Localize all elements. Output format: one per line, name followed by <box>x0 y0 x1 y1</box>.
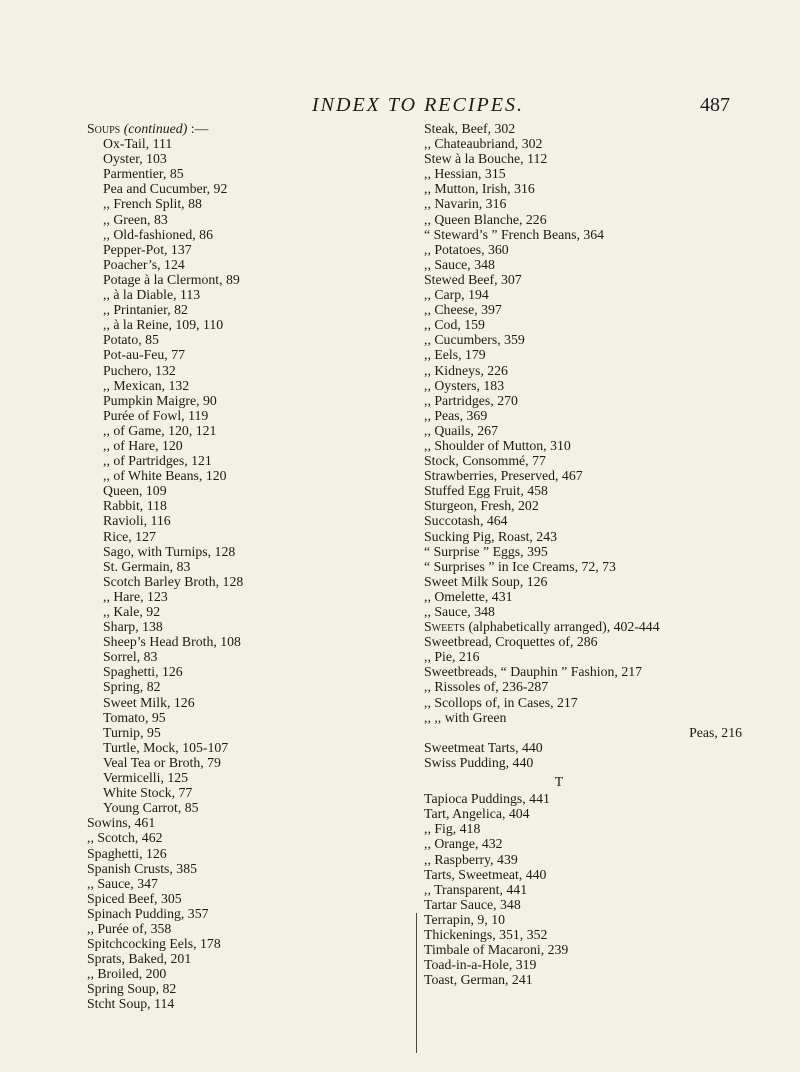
index-entry: Sheep’s Head Broth, 108 <box>103 634 241 650</box>
index-entry: Thickenings, 351, 352 <box>424 926 548 942</box>
soups-subentries <box>87 136 417 815</box>
index-entry: ,, French Split, 88 <box>103 196 202 212</box>
index-entry: ,, Purée of, 358 <box>87 920 172 936</box>
section-letter-t: T <box>554 774 564 790</box>
index-entry: Toad-in-a-Hole, 319 <box>424 957 537 973</box>
index-entry: ,, of Game, 120, 121 <box>103 422 217 438</box>
index-entry: ,, Old-fashioned, 86 <box>103 226 213 242</box>
index-entry: ,, Kale, 92 <box>103 604 161 619</box>
index-entry: ,, Raspberry, 439 <box>424 851 518 867</box>
index-entry: Sprats, Baked, 201 <box>87 951 192 967</box>
index-entry: Potage à la Clermont, 89 <box>103 271 240 287</box>
index-entry: Spitchcocking Eels, 178 <box>87 936 221 952</box>
index-entry: ,, Mexican, 132 <box>103 377 190 393</box>
index-entry: Spring Soup, 82 <box>87 981 177 997</box>
index-entry: St. Germain, 83 <box>103 558 191 574</box>
index-entry: ,, Partridges, 270 <box>424 392 518 408</box>
index-entry: White Stock, 77 <box>103 785 193 801</box>
index-entry: Puchero, 132 <box>103 362 176 378</box>
index-entry: ,, Pie, 216 <box>424 649 480 665</box>
index-entry: ,, Chateaubriand, 302 <box>424 136 543 152</box>
index-entry: Spinach Pudding, 357 <box>87 905 209 921</box>
index-entry: Spiced Beef, 305 <box>87 890 182 906</box>
soups-label: Soups <box>87 121 121 136</box>
index-entry: “ Surprise ” Eggs, 395 <box>424 543 548 559</box>
index-entry: ,, Cod, 159 <box>424 317 485 333</box>
index-entry: Steak, Beef, 302 <box>424 121 516 136</box>
index-entry: Sweetmeat Tarts, 440 <box>424 739 543 755</box>
index-entry: ,, Potatoes, 360 <box>424 241 509 257</box>
soups-heading <box>87 121 417 136</box>
index-entry: ,, of White Beans, 120 <box>103 468 227 484</box>
right-entries-c <box>424 740 754 770</box>
sweetbreads-continuation: Peas, 216 <box>689 724 742 740</box>
sweets-text: (alphabetically arranged), 402-444 <box>465 619 660 635</box>
index-entry: “ Steward’s ” French Beans, 364 <box>424 226 605 242</box>
index-entry: ,, Hessian, 315 <box>424 166 506 182</box>
index-entry: Poacher’s, 124 <box>103 256 185 272</box>
index-entry: ,, Oysters, 183 <box>424 377 505 393</box>
index-entry: ,, Scollops of, in Cases, 217 <box>424 694 578 710</box>
index-entry: Sweet Milk Soup, 126 <box>424 573 548 589</box>
right-entries-b <box>424 634 754 725</box>
index-entry: ,, Carp, 194 <box>424 287 489 303</box>
index-entry: Spaghetti, 126 <box>87 845 167 861</box>
index-entry: ,, Kidneys, 226 <box>424 362 508 378</box>
index-entry: ,, Green, 83 <box>103 211 168 227</box>
index-entry: ,, Quails, 267 <box>424 422 498 438</box>
index-entry: ,, Omelette, 431 <box>424 588 513 604</box>
index-entry: ,, Peas, 369 <box>424 407 488 423</box>
index-entry: ,, of Partridges, 121 <box>103 453 212 469</box>
left-column <box>87 121 417 1012</box>
index-entry: Veal Tea or Broth, 79 <box>103 754 221 770</box>
column-rule <box>416 913 417 1053</box>
page-number: 487 <box>700 94 730 116</box>
index-entry: Potato, 85 <box>103 332 159 348</box>
index-entry: ,, Orange, 432 <box>424 836 503 852</box>
index-entry: ,, à la Reine, 109, 110 <box>103 317 224 333</box>
index-entry: ,, Fig, 418 <box>424 821 481 837</box>
index-entry: Spring, 82 <box>103 679 161 695</box>
index-entry: Oyster, 103 <box>103 151 167 167</box>
index-entry: Vermicelli, 125 <box>103 770 189 786</box>
index-entry: Tart, Angelica, 404 <box>424 806 530 822</box>
index-entry: Toast, German, 241 <box>424 972 533 988</box>
index-entry: Rabbit, 118 <box>103 498 167 514</box>
continued-label: (continued) <box>123 121 188 136</box>
index-entry: Swiss Pudding, 440 <box>424 754 534 770</box>
index-entry: Turtle, Mock, 105-107 <box>103 739 229 755</box>
index-entry: ,, Navarin, 316 <box>424 196 507 212</box>
index-entry: Ravioli, 116 <box>103 513 171 529</box>
index-entry: Stew à la Bouche, 112 <box>424 151 548 167</box>
index-entry: Pot-au-Feu, 77 <box>103 347 186 363</box>
index-entry: ,, Eels, 179 <box>424 347 486 363</box>
index-entry: ,, Sauce, 348 <box>424 604 495 619</box>
index-entry: Pea and Cucumber, 92 <box>103 181 228 197</box>
index-entry: Parmentier, 85 <box>103 166 184 182</box>
index-entry: Turnip, 95 <box>103 724 161 740</box>
index-entry: Ox-Tail, 111 <box>103 136 173 152</box>
index-entry: ,, Sauce, 347 <box>87 875 158 891</box>
index-entry: ,, Queen Blanche, 226 <box>424 211 547 227</box>
index-entry: Sago, with Turnips, 128 <box>103 543 236 559</box>
index-entry: ,, Hare, 123 <box>103 588 168 604</box>
index-entry: Stcht Soup, 114 <box>87 996 175 1012</box>
index-entry: Purée of Fowl, 119 <box>103 407 209 423</box>
index-entry: Terrapin, 9, 10 <box>424 911 506 927</box>
index-entry: Rice, 127 <box>103 528 156 544</box>
right-entries-d <box>424 791 754 987</box>
right-entries-a <box>424 121 754 619</box>
index-entry: Scotch Barley Broth, 128 <box>103 573 244 589</box>
index-entry: ,, Shoulder of Mutton, 310 <box>424 437 571 453</box>
index-entry: Queen, 109 <box>103 483 167 499</box>
sweets-label: Sweets <box>424 619 465 635</box>
index-entry: Strawberries, Preserved, 467 <box>424 468 583 484</box>
index-entry: ,, Sauce, 348 <box>424 256 495 272</box>
index-entry: Sweet Milk, 126 <box>103 694 195 710</box>
index-entry: ,, Cheese, 397 <box>424 302 502 318</box>
index-entry: Pepper-Pot, 137 <box>103 241 192 257</box>
index-entry: Sweetbread, Croquettes of, 286 <box>424 634 598 650</box>
index-entry: ,, Transparent, 441 <box>424 881 528 897</box>
index-entry: Young Carrot, 85 <box>103 800 199 816</box>
index-entry: ,, Scotch, 462 <box>87 830 163 846</box>
index-entry: Timbale of Macaroni, 239 <box>424 942 569 958</box>
index-entry: Sweetbreads, “ Dauphin ” Fashion, 217 <box>424 664 643 680</box>
index-entry: Spanish Crusts, 385 <box>87 860 198 876</box>
index-entry: Stock, Consommé, 77 <box>424 453 546 469</box>
index-entry: Tapioca Puddings, 441 <box>424 791 550 807</box>
page-header <box>0 94 800 122</box>
soups-dash: :— <box>187 121 209 136</box>
index-entry: ,, Mutton, Irish, 316 <box>424 181 535 197</box>
index-entry: Tomato, 95 <box>103 709 166 725</box>
index-entry: Sucking Pig, Roast, 243 <box>424 528 557 544</box>
index-entry: Sorrel, 83 <box>103 649 158 665</box>
index-entry: ,, Printanier, 82 <box>103 302 188 318</box>
index-entry: Tartar Sauce, 348 <box>424 896 521 912</box>
index-entry: ,, Rissoles of, 236-287 <box>424 679 549 695</box>
index-entry: ,, of Hare, 120 <box>103 437 183 453</box>
index-entry: Sturgeon, Fresh, 202 <box>424 498 539 514</box>
index-entry: ,, Broiled, 200 <box>87 966 167 982</box>
index-entry: “ Surprises ” in Ice Creams, 72, 73 <box>424 558 616 574</box>
sweets-entry <box>424 619 739 634</box>
index-entry: ,, ,, with Green <box>424 709 507 725</box>
index-entry: ,, Cucumbers, 359 <box>424 332 525 348</box>
right-column <box>424 121 754 987</box>
index-entry: Tarts, Sweetmeat, 440 <box>424 866 547 882</box>
index-entry: Succotash, 464 <box>424 513 508 529</box>
index-entry: Stuffed Egg Fruit, 458 <box>424 483 548 499</box>
left-entries <box>87 815 417 1011</box>
index-entry: Sowins, 461 <box>87 815 156 831</box>
index-entry: Sharp, 138 <box>103 619 163 635</box>
index-entry: ,, à la Diable, 113 <box>103 287 201 303</box>
running-title: INDEX TO RECIPES. <box>312 94 524 116</box>
index-entry: Stewed Beef, 307 <box>424 271 522 287</box>
index-entry: Pumpkin Maigre, 90 <box>103 392 217 408</box>
index-entry: Spaghetti, 126 <box>103 664 183 680</box>
